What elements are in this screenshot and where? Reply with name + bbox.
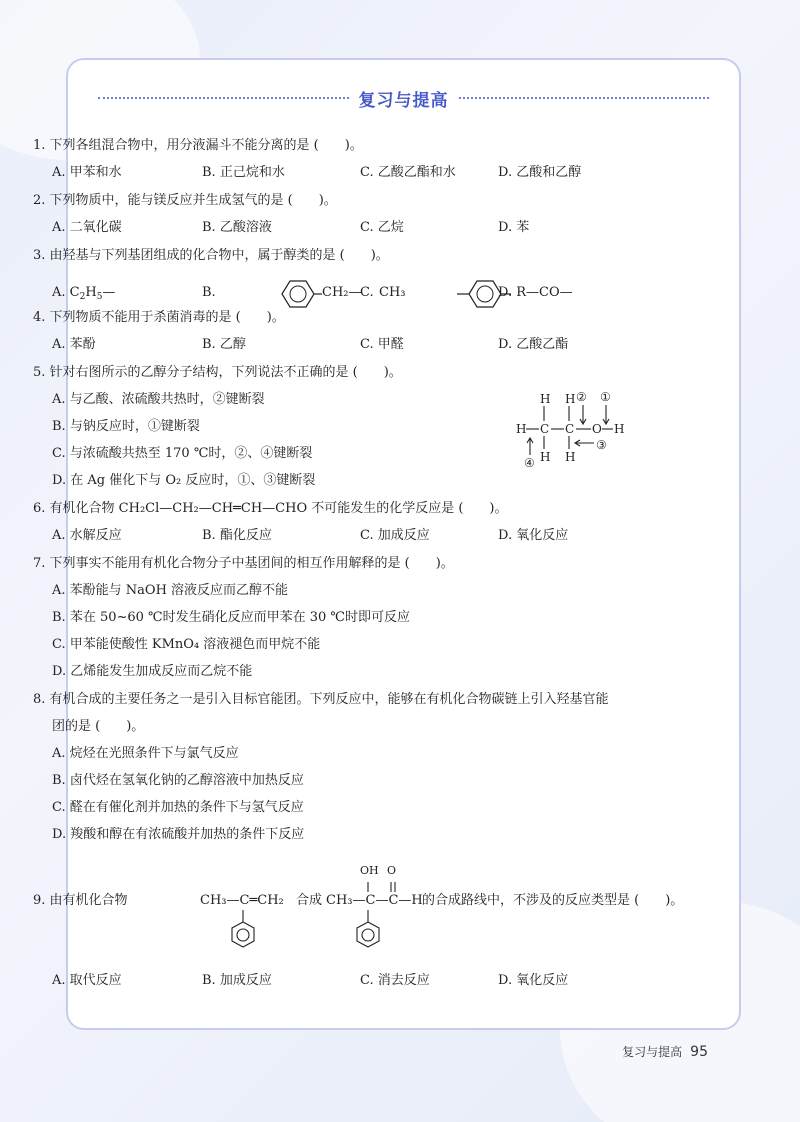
question-8-stem-continued: 团的是 ( )。 (52, 719, 145, 734)
option-d: D. 乙酸乙酯 (498, 337, 569, 352)
q9-structure-bonds (220, 870, 410, 960)
option-c: C. 甲苯能使酸性 KMnO₄ 溶液褪色而甲烷不能 (52, 637, 321, 652)
bond-label-4: ④ (524, 456, 535, 470)
option-d: D. 氧化反应 (498, 973, 569, 988)
option-a: A. 甲苯和水 (52, 165, 122, 180)
question-4-stem: 4. 下列物质不能用于杀菌消毒的是 ( )。 (33, 310, 285, 325)
option-b-group: CH₂— (322, 285, 362, 300)
option-c-group: CH₃ (379, 285, 406, 300)
question-7-stem: 7. 下列事实不能用有机化合物分子中基团间的相互作用解释的是 ( )。 (33, 556, 454, 571)
carbonyl-oxygen-label: O (387, 864, 397, 877)
page-number: 95 (690, 1044, 708, 1060)
question-9-mid: 合成 (296, 893, 323, 908)
option-a: A. 烷烃在光照条件下与氯气反应 (52, 746, 239, 761)
question-2-stem: 2. 下列物质中，能与镁反应并生成氢气的是 ( )。 (33, 193, 337, 208)
option-c: C. 乙烷 (360, 220, 404, 235)
bond-label-3: ③ (596, 438, 607, 452)
option-a: A. 水解反应 (52, 528, 122, 543)
question-1-stem: 1. 下列各组混合物中，用分液漏斗不能分离的是 ( )。 (33, 138, 363, 153)
footer-section: 复习与提高 (622, 1045, 683, 1059)
atom-c: C (540, 422, 550, 436)
reactant-formula: CH₃—C═CH₂ (200, 893, 284, 908)
option-a: A. 取代反应 (52, 973, 122, 988)
option-c: C. 甲醛 (360, 337, 404, 352)
option-d: D. R—CO— (498, 285, 573, 300)
question-9-stem: 9. 由有机化合物 (33, 893, 128, 908)
option-c: C. 乙酸乙酯和水 (360, 165, 456, 180)
option-b: B. (202, 285, 216, 300)
question-8-stem: 8. 有机合成的主要任务之一是引入目标官能团。下列反应中，能够在有机化合物碳链上引入羟基官能 (33, 692, 609, 707)
option-c: C. 与浓硫酸共热至 170 ℃时，②、④键断裂 (52, 446, 313, 461)
option-d: D. 氧化反应 (498, 528, 569, 543)
product-formula: CH₃—C—C—H (326, 893, 423, 908)
atom-h: H (540, 392, 551, 406)
question-3-stem: 3. 由羟基与下列基团组成的化合物中，属于醇类的是 ( )。 (33, 248, 389, 263)
question-5-stem: 5. 针对右图所示的乙醇分子结构，下列说法不正确的是 ( )。 (33, 365, 402, 380)
option-d: D. 羧酸和醇在有浓硫酸并加热的条件下反应 (52, 827, 305, 842)
atom-h: H (614, 422, 625, 436)
atom-o: O (592, 422, 602, 436)
option-d: D. 在 Ag 催化下与 O₂ 反应时，①、③键断裂 (52, 473, 316, 488)
ethanol-structure-diagram (508, 385, 648, 477)
option-b: B. 酯化反应 (202, 528, 272, 543)
bond-label-2: ② (576, 390, 587, 404)
option-a: A. 二氧化碳 (52, 220, 122, 235)
option-c: C. 加成反应 (360, 528, 430, 543)
option-d: D. 乙酸和乙醇 (498, 165, 582, 180)
option-a: A. 苯酚 (52, 337, 96, 352)
hydroxyl-label: OH (360, 864, 379, 877)
atom-h: H (565, 450, 576, 464)
option-c: C. (360, 285, 374, 300)
option-b: B. 乙酸溶液 (202, 220, 272, 235)
question-9-stem-end: 的合成路线中，不涉及的反应类型是 ( )。 (422, 893, 684, 908)
option-b: B. 卤代烃在氢氧化钠的乙醇溶液中加热反应 (52, 773, 304, 788)
bond-label-1: ① (600, 390, 611, 404)
option-a: A. $C_2H_5—$ (52, 285, 116, 302)
dotted-rule-right (459, 97, 710, 99)
atom-h: H (565, 392, 576, 406)
option-d: D. 苯 (498, 220, 530, 235)
option-b: B. 加成反应 (202, 973, 272, 988)
option-d: D. 乙烯能发生加成反应而乙烷不能 (52, 664, 253, 679)
dotted-rule-left (98, 97, 349, 99)
option-b: B. 苯在 50~60 ℃时发生硝化反应而甲苯在 30 ℃时即可反应 (52, 610, 410, 625)
page-footer (622, 1043, 708, 1060)
section-header (98, 86, 709, 110)
option-a: A. 与乙酸、浓硫酸共热时，②键断裂 (52, 392, 265, 407)
question-6-stem: 6. 有机化合物 CH₂Cl—CH₂—CH═CH—CHO 不可能发生的化学反应是 ( )。 (33, 501, 508, 516)
option-b: B. 正己烷和水 (202, 165, 285, 180)
toluene-ring-icon (457, 272, 523, 316)
atom-c: C (565, 422, 575, 436)
option-c: C. 消去反应 (360, 973, 430, 988)
option-c: C. 醛在有催化剂并加热的条件下与氢气反应 (52, 800, 304, 815)
atom-h: H (516, 422, 527, 436)
option-a: A. 苯酚能与 NaOH 溶液反应而乙醇不能 (52, 583, 289, 598)
option-b: B. 乙醇 (202, 337, 246, 352)
section-title: 复习与提高 (358, 90, 449, 111)
option-b: B. 与钠反应时，①键断裂 (52, 419, 200, 434)
atom-h: H (540, 450, 551, 464)
